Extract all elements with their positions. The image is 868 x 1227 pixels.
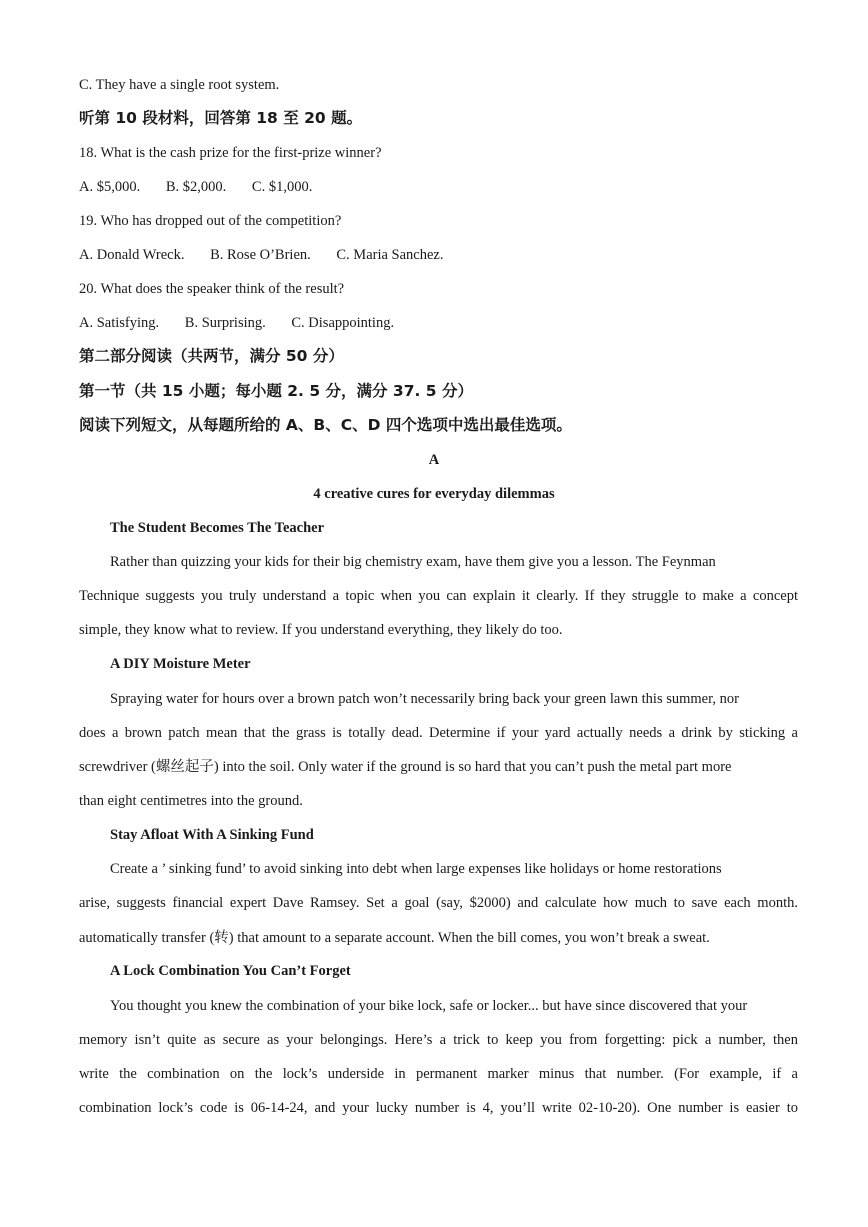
question-20-option-b: B. Surprising.: [184, 315, 266, 331]
question-18-options: [79, 177, 798, 197]
paragraph-line: Rather than quizzing your kids for their big chemistry exam, have them give you a lesson. The Feynman: [110, 554, 716, 570]
section1-heading: 第一节（共 15 小题；每小题 2. 5 分，满分 37. 5 分）: [79, 382, 473, 400]
passage-title: 4 creative cures for everyday dilemmas: [313, 486, 555, 502]
q17-option-c: C. They have a single root system.: [79, 77, 280, 93]
section-heading: A DIY Moisture Meter: [110, 656, 251, 672]
section10-instruction: 听第 10 段材料，回答第 18 至 20 题。: [79, 109, 363, 127]
question-18-option-c: C. $1,000.: [251, 179, 313, 195]
section-heading: The Student Becomes The Teacher: [110, 520, 325, 536]
question-18-option-b: B. $2,000.: [165, 179, 227, 195]
question-20-options: [79, 313, 798, 333]
question-19-option-c: C. Maria Sanchez.: [336, 247, 444, 263]
paragraph-line: Technique suggests you truly understand a topic when you can explain it clearly. If they struggle to make a concept: [79, 588, 798, 604]
section-heading: Stay Afloat With A Sinking Fund: [110, 827, 314, 843]
question-19-options: [79, 245, 798, 265]
question-20-option-a: A. Satisfying.: [79, 315, 160, 331]
question-20-stem: 20. What does the speaker think of the result?: [79, 281, 345, 297]
question-19-option-a: A. Donald Wreck.: [79, 247, 185, 263]
paragraph-line: Create a ’ sinking fund’ to avoid sinking into debt when large expenses like holidays or home restorations: [110, 861, 722, 877]
part2-heading: 第二部分阅读（共两节，满分 50 分）: [79, 347, 344, 365]
question-19-option-b: B. Rose O’Brien.: [210, 247, 311, 263]
passage-letter: A: [428, 452, 440, 468]
paragraph-line: Spraying water for hours over a brown patch won’t necessarily bring back your green lawn this summer, nor: [110, 691, 739, 707]
paragraph-line: screwdriver (螺丝起子) into the soil. Only water if the ground is so hard that you can’t push the metal part more: [79, 759, 732, 775]
paragraph-line: memory isn’t quite as secure as your belongings. Here’s a trick to keep you from forgetting: pick a number, then: [79, 1032, 798, 1048]
paragraph-line: simple, they know what to review. If you understand everything, they likely do too.: [79, 622, 563, 638]
paragraph-line: than eight centimetres into the ground.: [79, 793, 303, 809]
paragraph-line: combination lock’s code is 06-14-24, and your lucky number is 4, you’ll write 02-10-20). One number is easier to: [79, 1100, 798, 1116]
question-18-option-a: A. $5,000.: [79, 179, 141, 195]
paragraph-line: automatically transfer (转) that amount to a separate account. When the bill comes, you won’t break a sweat.: [79, 930, 710, 946]
question-20-option-c: C. Disappointing.: [291, 315, 395, 331]
paragraph-line: write the combination on the lock’s underside in permanent marker minus that number. (For example, if a: [79, 1066, 798, 1082]
paragraph-line: does a brown patch mean that the grass is totally dead. Determine if your yard actually needs a drink by sticking a: [79, 725, 798, 741]
question-19-stem: 19. Who has dropped out of the competition?: [79, 213, 342, 229]
paragraph-line: You thought you knew the combination of your bike lock, safe or locker... but have since discovered that your: [110, 998, 748, 1014]
question-18-stem: 18. What is the cash prize for the first-prize winner?: [79, 145, 382, 161]
paragraph-line: arise, suggests financial expert Dave Ramsey. Set a goal (say, $2000) and calculate how much to save each month.: [79, 895, 798, 911]
section-heading: A Lock Combination You Can’t Forget: [110, 963, 351, 979]
reading-instruction: 阅读下列短文，从每题所给的 A、B、C、D 四个选项中选出最佳选项。: [79, 416, 572, 434]
